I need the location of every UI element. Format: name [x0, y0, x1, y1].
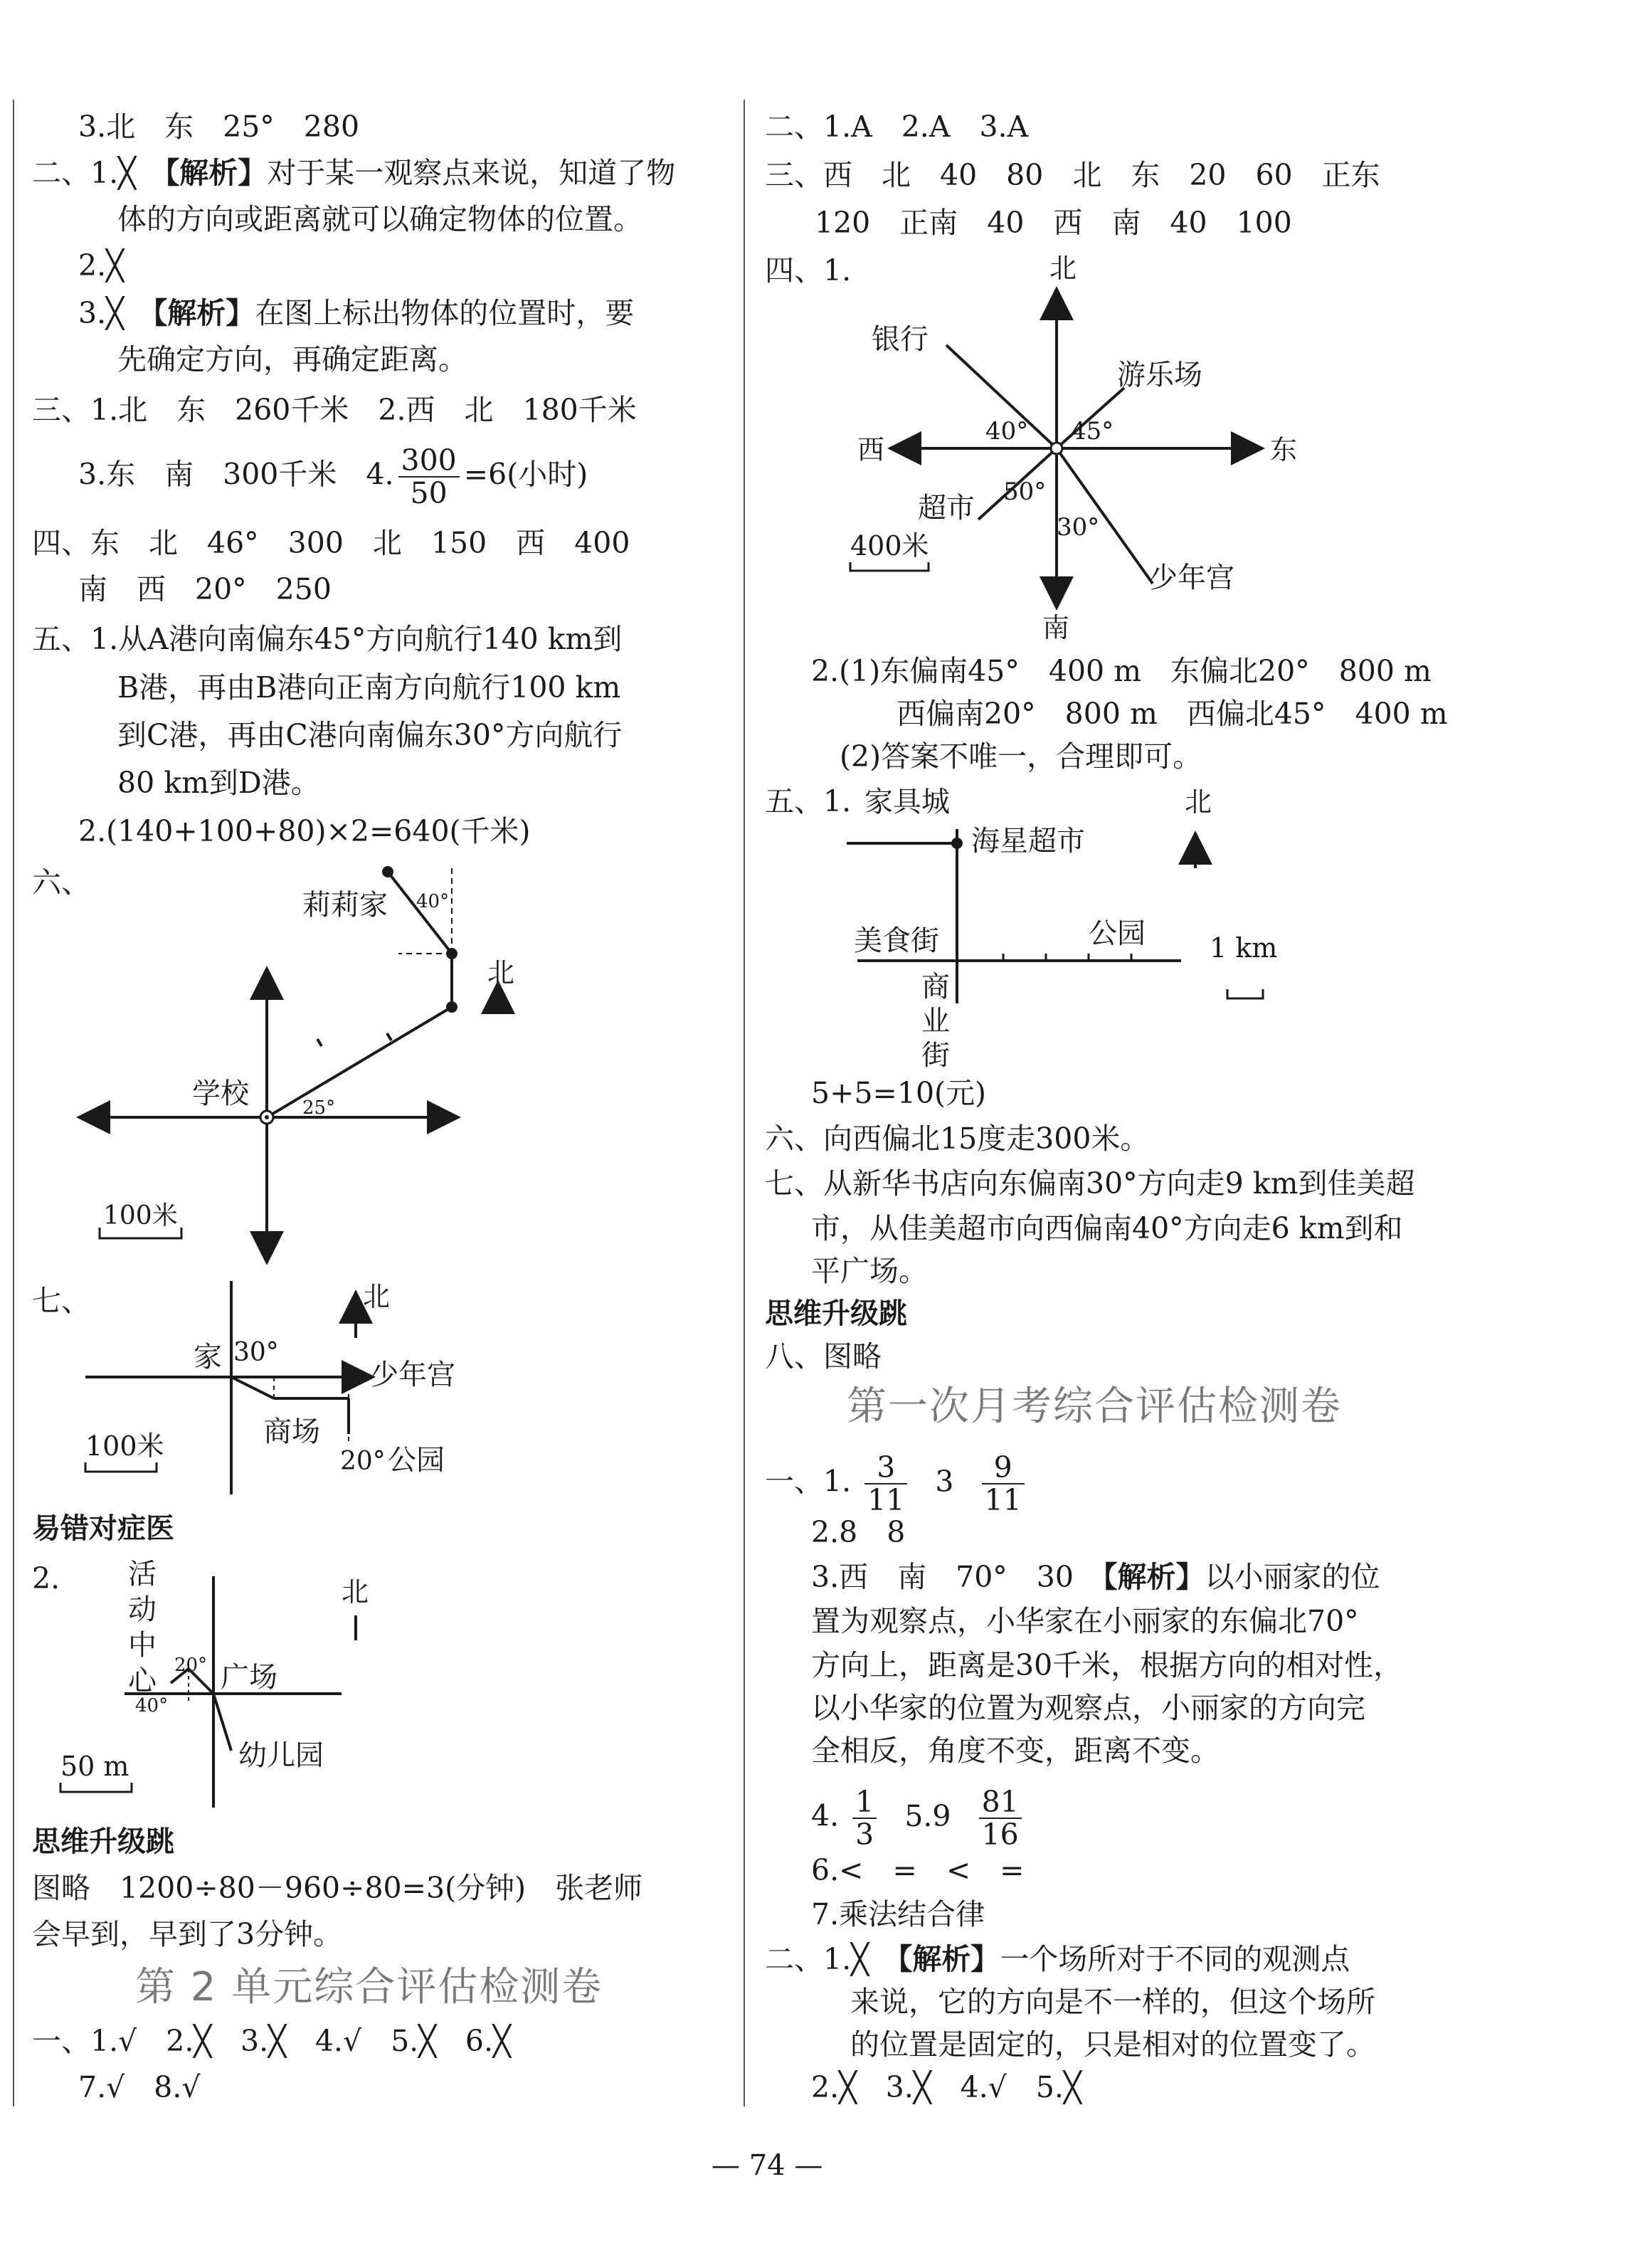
section-title: 第 2 单元综合评估检测卷	[135, 1964, 603, 2010]
answer-line: 平广场。	[811, 1254, 928, 1288]
answer-line: 市，从佳美超市向西偏南40°方向走6 km到和	[811, 1211, 1403, 1245]
amusement-park-label: 游乐场	[1117, 359, 1202, 391]
answer-line: 一、1. $\frac{3}{11}$ 3 $\frac{9}{11}$	[765, 1452, 1029, 1516]
answer-line: 一、1.√ 2.╳ 3.╳ 4.√ 5.╳ 6.╳	[32, 2024, 511, 2058]
activity-center-char: 活	[128, 1558, 157, 1591]
east-label: 东	[1270, 434, 1298, 465]
question-number: 2.	[32, 1561, 60, 1595]
angle-label: 40°	[135, 1695, 169, 1716]
angle-label: 50°	[1003, 478, 1047, 506]
answer-line: 2.(140+100+80)×2=640(千米)	[78, 814, 531, 848]
section-label: 六、	[32, 865, 90, 900]
answer-line: 先确定方向，再确定距离。	[117, 342, 467, 376]
answer-line: 二、1.╳ 【解析】一个场所对于不同的观测点	[765, 1942, 1350, 1976]
bank-label: 银行	[872, 323, 929, 356]
scale-label: 400米	[850, 530, 929, 561]
angle-label: 40°	[416, 891, 450, 912]
answer-line: 体的方向或距离就可以确定物体的位置。	[117, 202, 642, 236]
mall-label: 商场	[263, 1415, 320, 1448]
section-title: 第一次月考综合评估检测卷	[847, 1383, 1342, 1430]
answer-line: (2)答案不唯一，合理即可。	[840, 739, 1202, 774]
furniture-city-label: 家具城	[864, 786, 950, 818]
angle-label: 20°	[340, 1447, 386, 1476]
answer-line: 3.东 南 300千米 4. $\frac{300}{50}$ =6(小时)	[78, 443, 588, 510]
fraction: $\frac{300}{50}$	[398, 445, 460, 509]
angle-label: 25°	[302, 1097, 336, 1119]
youth-palace-label: 少年宫	[370, 1359, 455, 1391]
south-label: 南	[1042, 612, 1070, 643]
answer-line: 七、从新华书店向东偏南30°方向走9 km到佳美超	[765, 1166, 1415, 1201]
answer-line: 120 正南 40 西 南 40 100	[815, 206, 1292, 240]
answer-line: 会早到，早到了3分钟。	[32, 1917, 343, 1951]
answer-line: 6.< = < =	[811, 1853, 1025, 1887]
plaza-label: 广场	[221, 1661, 277, 1694]
section-heading: 易错对症医	[32, 1512, 174, 1545]
answer-line: 四、东 北 46° 300 北 150 西 400	[32, 526, 630, 560]
angle-label: 40°	[985, 417, 1029, 445]
answer-line: 到C港，再由C港向南偏东30°方向航行	[117, 718, 623, 752]
scale-label: 1 km	[1210, 932, 1278, 964]
answer-line: 7.乘法结合律	[811, 1897, 985, 1931]
answer-line: 来说，它的方向是不一样的，但这个场所	[850, 1985, 1375, 2019]
angle-label: 20°	[174, 1655, 208, 1676]
scale-label: 100米	[85, 1430, 164, 1462]
answer-line: 2.╳ 3.╳ 4.√ 5.╳	[811, 2070, 1081, 2104]
fraction: $\frac{81}{16}$	[979, 1786, 1022, 1850]
youth-palace-label: 少年宫	[1149, 561, 1234, 594]
answer-line: 八、图略	[765, 1339, 882, 1373]
north-label: 北	[487, 957, 515, 988]
answer-line: 三、西 北 40 80 北 东 20 60 正东	[765, 158, 1380, 192]
answer-line: 二、1.╳ 【解析】对于某一观察点来说，知道了物	[32, 156, 676, 190]
answer-line: 2.(1)东偏南45° 400 m 东偏北20° 800 m	[811, 654, 1432, 688]
answer-line: 三、1.北 东 260千米 2.西 北 180千米	[32, 393, 637, 427]
answer-line: 五、1.从A港向南偏东45°方向航行140 km到	[32, 622, 623, 656]
answer-line: 五、1.	[765, 784, 852, 818]
north-label: 北	[363, 1281, 391, 1312]
answer-line: 以小华家的位置为观察点，小丽家的方向完	[811, 1691, 1365, 1725]
scale-label: 50 m	[60, 1751, 129, 1782]
commercial-street-char: 业	[921, 1005, 950, 1038]
answer-line: 二、1.A 2.A 3.A	[765, 110, 1029, 144]
answer-line: 4. $\frac{1}{3}$ 5.9 $\frac{81}{16}$	[811, 1786, 1026, 1850]
section-heading: 思维升级跳	[32, 1825, 174, 1858]
answer-line: 南 西 20° 250	[78, 572, 332, 606]
angle-label: 30°	[233, 1338, 279, 1367]
food-street-label: 美食街	[854, 924, 939, 957]
supermarket-label: 超市	[918, 492, 975, 524]
activity-center-char: 动	[128, 1593, 157, 1626]
haixing-supermarket-label: 海星超市	[971, 825, 1085, 858]
answer-line: 西偏南20° 800 m 西偏北45° 400 m	[896, 697, 1448, 731]
angle-label: 45°	[1071, 417, 1114, 445]
answer-line: 四、1.	[765, 253, 852, 288]
answer-line: 2.8 8	[811, 1515, 906, 1549]
section-heading: 思维升级跳	[765, 1297, 907, 1330]
answer-line: 全相反，角度不变，距离不变。	[811, 1734, 1220, 1768]
answer-line: 的位置是固定的，只是相对的位置变了。	[850, 2027, 1375, 2062]
home-label: 家	[194, 1341, 222, 1373]
school-label: 学校	[192, 1077, 249, 1110]
commercial-street-char: 商	[921, 971, 950, 1003]
answer-line: 80 km到D港。	[117, 766, 320, 800]
answer-line: B港，再由B港向正南方向航行100 km	[117, 670, 621, 705]
kindergarten-label: 幼儿园	[238, 1739, 324, 1772]
fraction: $\frac{3}{11}$	[864, 1452, 907, 1516]
answer-line: 3.西 南 70° 30 【解析】以小丽家的位	[811, 1560, 1380, 1594]
section-label: 七、	[32, 1284, 90, 1318]
west-label: 西	[857, 434, 885, 465]
fraction: $\frac{9}{11}$	[982, 1452, 1025, 1516]
answer-line: 3.北 东 25° 280	[78, 110, 360, 144]
commercial-street-char: 街	[921, 1039, 950, 1072]
park-label: 公园	[1089, 917, 1146, 950]
answer-line: 置为观察点，小华家在小丽家的东偏北70°	[811, 1604, 1359, 1638]
angle-label: 30°	[1057, 513, 1100, 542]
park-label: 公园	[388, 1444, 445, 1477]
north-label: 北	[1049, 253, 1077, 284]
answer-line: 方向上，距离是30千米，根据方向的相对性，	[811, 1648, 1403, 1682]
activity-center-char: 心	[128, 1665, 157, 1697]
answer-line: 7.√ 8.√	[78, 2070, 201, 2104]
page-number: — 74 —	[712, 2149, 823, 2182]
activity-center-char: 中	[128, 1629, 157, 1662]
lili-home-label: 莉莉家	[302, 889, 388, 922]
north-label: 北	[1185, 786, 1212, 818]
answer-line: 3.╳ 【解析】在图上标出物体的位置时，要	[78, 296, 635, 330]
north-label: 北	[342, 1576, 369, 1608]
answer-line: 图略 1200÷80－960÷80=3(分钟) 张老师	[32, 1871, 643, 1905]
answer-line: 六、向西偏北15度走300米。	[765, 1122, 1150, 1156]
answer-line: 2.╳	[78, 248, 124, 283]
answer-line: 5+5=10(元)	[811, 1076, 987, 1110]
fraction: $\frac{1}{3}$	[852, 1786, 877, 1850]
scale-label: 100米	[103, 1201, 178, 1230]
